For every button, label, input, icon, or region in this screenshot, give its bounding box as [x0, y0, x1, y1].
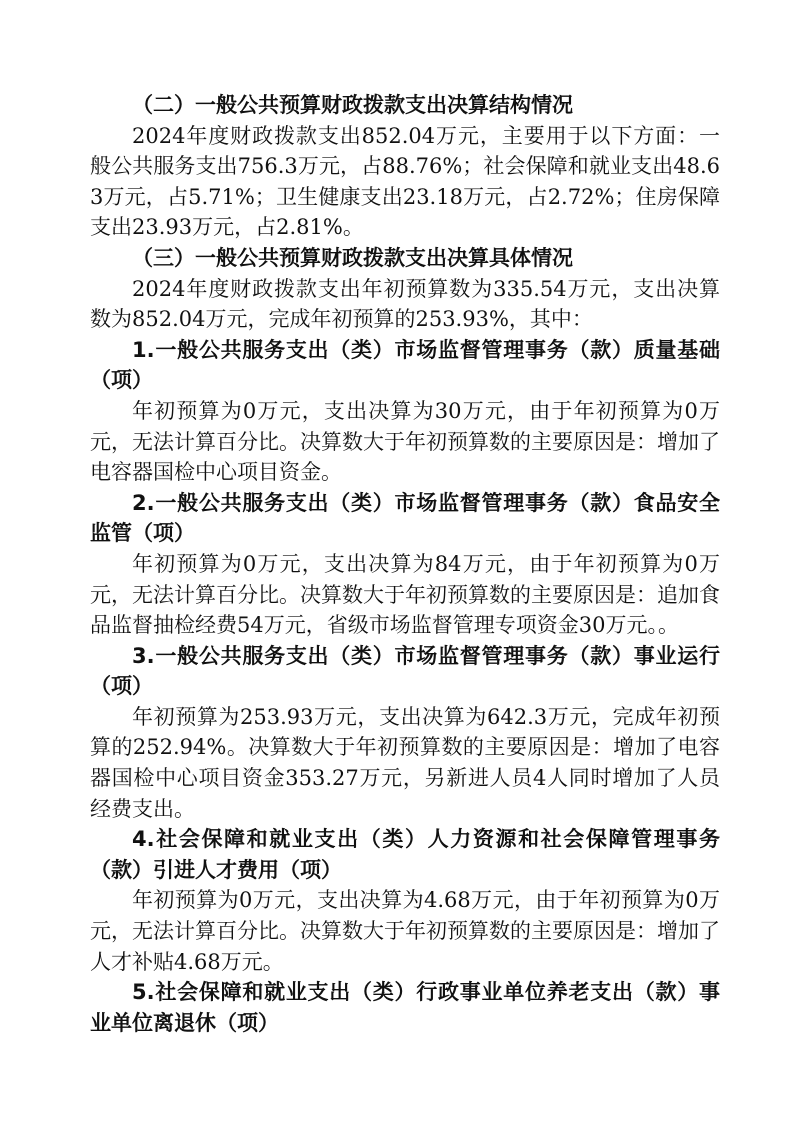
item-heading: 5.社会保障和就业支出（类）行政事业单位养老支出（款）事业单位离退休（项）: [90, 980, 720, 1035]
item-heading: 1.一般公共服务支出（类）市场监督管理事务（款）质量基础（项）: [90, 337, 720, 393]
item-heading: 4.社会保障和就业支出（类）人力资源和社会保障管理事务（款）引进人才费用（项）: [90, 827, 720, 882]
section-body: 2024年度财政拨款支出852.04万元，主要用于以下方面：一般公共服务支出756.3万元，占88.76%；社会保障和就业支出48.63万元，占5.71%；卫生健康支出23.18万元，占2.72%；住房保障支出23.93万元，占2.81%。: [90, 123, 720, 240]
section-heading: （二）一般公共预算财政拨款支出决算结构情况: [132, 93, 573, 117]
item-body: 年初预算为253.93万元，支出决算为642.3万元，完成年初预算的252.94%。决算数大于年初预算数的主要原因是：增加了电容器国检中心项目资金353.27万元，另新进人员4人同时增加了人员经费支出。: [90, 704, 720, 821]
item-body: 年初预算为0万元，支出决算为84万元，由于年初预算为0万元，无法计算百分比。决算数大于年初预算数的主要原因是：追加食品监督抽检经费54万元，省级市场监督管理专项资金30万元。。: [90, 551, 720, 638]
section-heading: （三）一般公共预算财政拨款支出决算具体情况: [132, 245, 573, 270]
section-body: 2024年度财政拨款支出年初预算数为335.54万元，支出决算数为852.04万元，完成年初预算的253.93%，其中：: [90, 276, 720, 332]
item-body: 年初预算为0万元，支出决算为30万元，由于年初预算为0万元，无法计算百分比。决算数大于年初预算数的主要原因是：增加了电容器国检中心项目资金。: [90, 398, 720, 485]
item-heading: 3.一般公共服务支出（类）市场监督管理事务（款）事业运行（项）: [90, 643, 720, 699]
item-heading: 2.一般公共服务支出（类）市场监督管理事务（款）食品安全监管（项）: [90, 490, 720, 546]
item-body: 年初预算为0万元，支出决算为4.68万元，由于年初预算为0万元，无法计算百分比。决算数大于年初预算数的主要原因是：增加了人才补贴4.68万元。: [90, 888, 720, 974]
document-page: [90, 90, 720, 1038]
